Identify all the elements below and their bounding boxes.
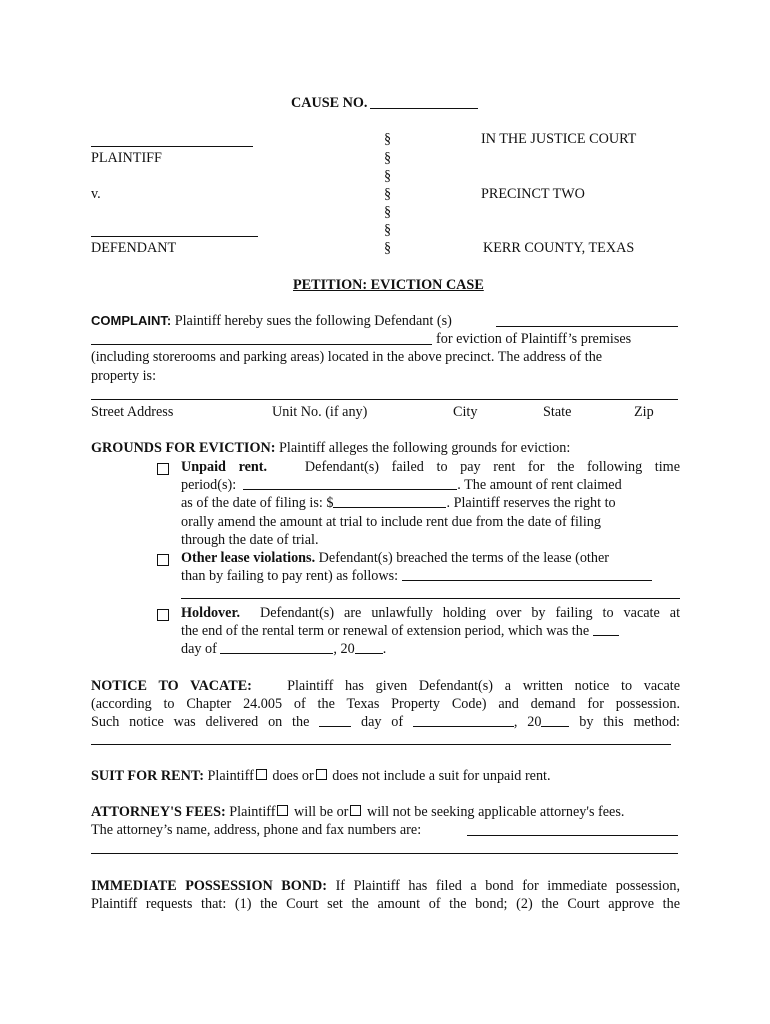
notice-delivered-text: Such notice was delivered on the [91,714,310,731]
defendant-names-blank[interactable] [496,326,678,327]
unpaid-rent-line-1: Defendant(s) failed to pay rent for the following time [304,459,681,475]
violations-blank[interactable] [402,568,652,581]
petition-title: PETITION: EVICTION CASE [293,277,484,293]
notice-label: NOTICE TO VACATE: [91,678,252,694]
notice-paragraph [91,677,680,732]
suit-does-not-checkbox[interactable] [316,769,327,780]
versus-label: v. [91,186,101,202]
precinct-name: PRECINCT TWO [481,186,585,202]
notice-day-blank[interactable] [319,714,351,727]
complaint-text-2: for eviction of Plaintiff’s premises [436,331,632,347]
suit-for-rent-label: SUIT FOR RENT: [91,768,204,784]
unpaid-rent-line-5: through the date of trial. [181,531,319,548]
holdover-line-1: Defendant(s) are unlawfully holding over by failing to vacate at [259,605,681,621]
rent-amount-blank[interactable] [333,495,446,508]
notice-month-blank[interactable] [413,714,514,727]
cause-no-blank[interactable] [370,108,478,109]
unit-no-label: Unit No. (if any) [272,404,368,420]
attorney-fees-line [91,804,624,821]
unpaid-rent-line-4: orally amend the amount at trial to include rent due from the date of filing [181,513,601,530]
holdover-line-2: the end of the rental term or renewal of extension period, which was the [181,623,590,640]
holdover-paragraph [181,604,680,659]
bond-line-2: Plaintiff requests that: (1) the Court set the amount of the bond; (2) the Court approve the [91,896,680,913]
holdover-day-of: day of [181,641,217,658]
violations-blank-2[interactable] [181,598,680,599]
suit-for-rent-line [91,768,551,785]
section-sign: § [384,204,392,220]
notice-day-of: day of [360,714,404,731]
rent-claimed-text: . The amount of rent claimed [457,477,622,494]
grounds-heading [91,440,570,457]
other-violations-paragraph [181,549,680,585]
other-violations-line-1: Defendant(s) breached the terms of the lease (other [318,550,609,566]
complaint-line-1 [91,313,452,330]
suit-does-not-text: does not include a suit for unpaid rent. [332,768,551,784]
other-violations-title: Other lease violations. [181,550,316,566]
section-sign: § [384,222,392,238]
attorney-info-label: The attorney’s name, address, phone and fax numbers are: [91,822,422,838]
defendant-name-blank[interactable] [91,236,258,237]
attorney-info-blank-2[interactable] [91,853,678,854]
section-sign: § [384,240,392,256]
unpaid-rent-paragraph [181,458,680,549]
complaint-text-3: (including storerooms and parking areas) located in the above precinct. The address of the [91,349,603,365]
defendant-label: DEFENDANT [91,240,177,256]
section-sign: § [384,131,392,147]
notice-method-blank[interactable] [91,744,671,745]
section-sign: § [384,168,392,184]
grounds-label: GROUNDS FOR EVICTION: [91,440,276,456]
section-sign: § [384,150,392,166]
bond-label: IMMEDIATE POSSESSION BOND: [91,878,328,894]
other-violations-line-2: than by failing to pay rent) as follows: [181,568,399,585]
period-blank[interactable] [243,477,457,490]
holdover-title: Holdover. [181,605,240,621]
holdover-month-blank[interactable] [220,641,333,654]
property-address-blank[interactable] [91,399,678,400]
unpaid-rent-title: Unpaid rent. [181,459,268,475]
notice-year-prefix: , 20 [513,714,542,731]
holdover-year-blank[interactable] [355,641,383,654]
city-label: City [453,404,478,420]
grounds-intro: Plaintiff alleges the following grounds for eviction: [279,440,571,456]
plaintiff-label: PLAINTIFF [91,150,162,166]
complaint-text-1: Plaintiff hereby sues the following Defendant (s) [174,313,452,329]
bond-line-1: If Plaintiff has filed a bond for immediate possession, [335,878,680,894]
rent-amount-label: as of the date of filing is: $ [181,495,334,512]
bond-paragraph [91,877,680,913]
attorney-will-be-or: will be or [294,804,349,820]
cause-no-label: CAUSE NO. [291,95,368,111]
notice-line-1: Plaintiff has given Defendant(s) a written notice to vacate [287,678,681,694]
unpaid-rent-checkbox[interactable] [157,463,169,475]
other-violations-checkbox[interactable] [157,554,169,566]
attorney-fees-label: ATTORNEY'S FEES: [91,804,226,820]
period-label: period(s): [181,477,237,494]
attorney-plaintiff: Plaintiff [229,804,276,820]
holdover-day-blank[interactable] [593,623,619,636]
attorney-info-blank[interactable] [467,835,678,836]
suit-does-checkbox[interactable] [256,769,267,780]
complaint-label: COMPLAINT: [91,313,172,328]
suit-plaintiff: Plaintiff [207,768,254,784]
defendant-names-blank-2[interactable] [91,344,432,345]
court-name: IN THE JUSTICE COURT [481,131,637,147]
suit-does-or: does or [272,768,314,784]
attorney-will-not-checkbox[interactable] [350,805,361,816]
holdover-period: . [382,641,387,658]
holdover-checkbox[interactable] [157,609,169,621]
street-address-label: Street Address [91,404,174,420]
notice-year-blank[interactable] [541,714,569,727]
reserve-right-text: . Plaintiff reserves the right to [446,495,616,512]
complaint-text-4: property is: [91,368,157,384]
attorney-will-not-text: will not be seeking applicable attorney's fees. [366,804,625,820]
county-name: KERR COUNTY, TEXAS [483,240,635,256]
section-sign: § [384,186,392,202]
holdover-year-prefix: , 20 [333,641,355,658]
notice-method-text: by this method: [579,714,680,731]
state-label: State [543,404,572,420]
plaintiff-name-blank[interactable] [91,146,253,147]
attorney-will-checkbox[interactable] [277,805,288,816]
zip-label: Zip [634,404,654,420]
notice-line-2: (according to Chapter 24.005 of the Texas Property Code) and demand for possession. [91,696,680,713]
